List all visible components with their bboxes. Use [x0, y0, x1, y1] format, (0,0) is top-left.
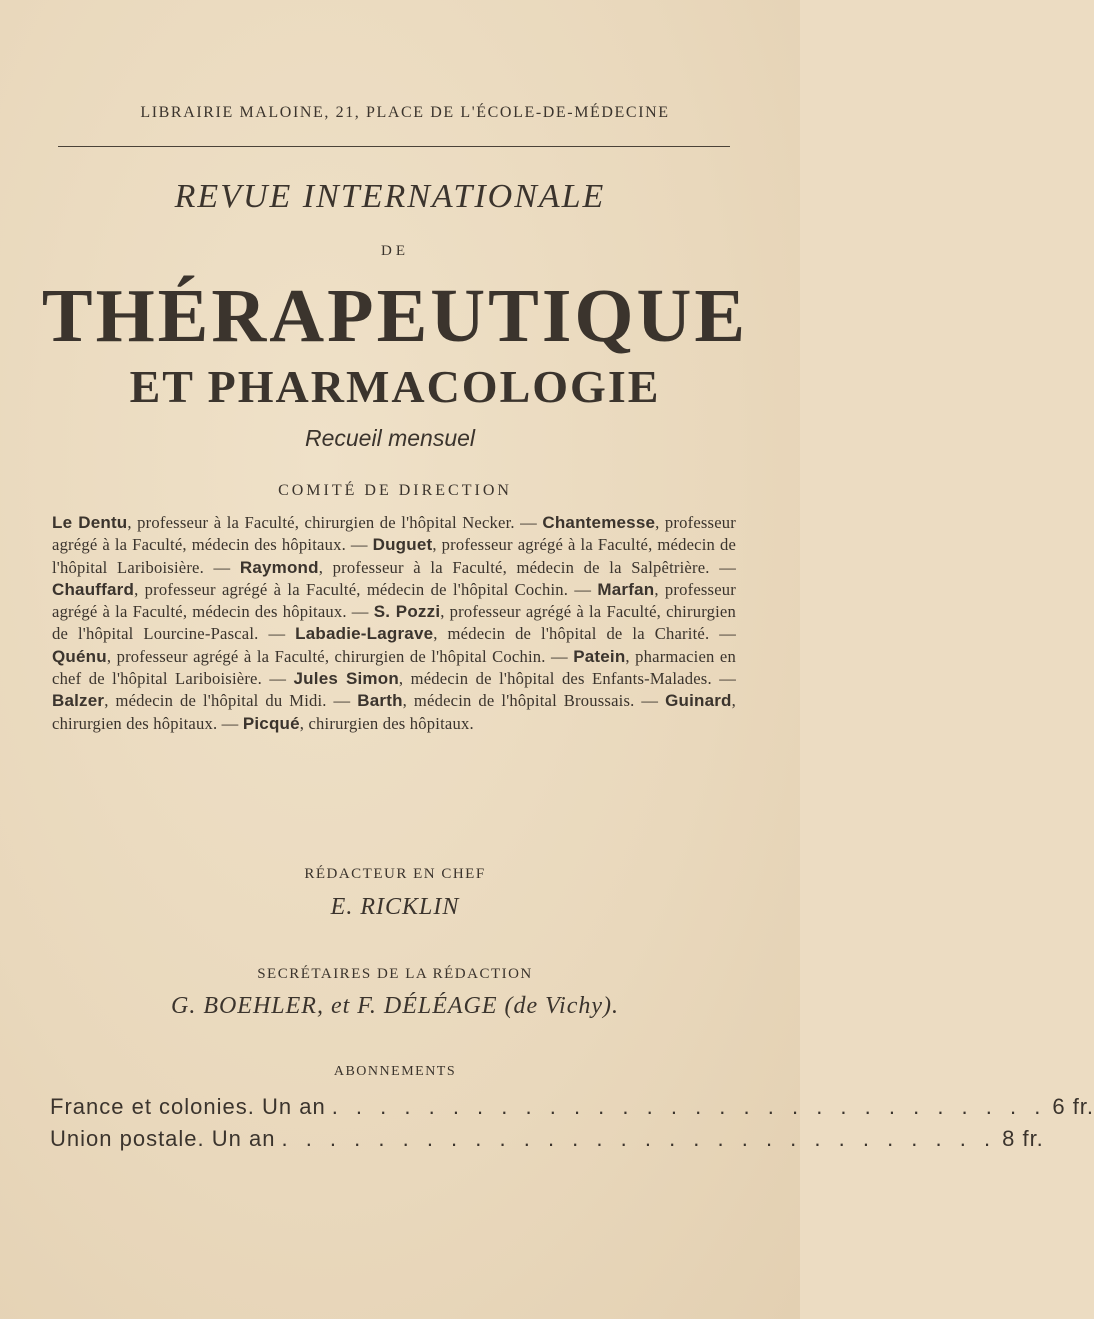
committee-member-desc: , professeur agrégé à la Faculté, médecin de l'hôpital Lariboisière. — [52, 535, 737, 577]
leader-dots: . . . . . . . . . . . . . . . . . . . . . . . . . . . . . . [331, 1094, 1047, 1119]
secretaries-names: G. BOEHLER, et F. DÉLÉAGE (de Vichy). [170, 993, 619, 1019]
committee-member-name: Balzer [52, 691, 105, 711]
committee-member-desc: , pharmacien en chef de l'hôpital Lariboisière. — [52, 646, 736, 689]
editor-name: E. RICKLIN [330, 894, 460, 920]
subscription-label: Union postale. Un an [50, 1126, 276, 1151]
committee-text [52, 512, 736, 735]
committee-member-name: Barth [357, 691, 403, 711]
title-revue: REVUE INTERNATIONALE [174, 178, 606, 215]
committee-member-name: S. Pozzi [373, 602, 441, 622]
editor-heading: RÉDACTEUR EN CHEF [304, 866, 486, 882]
committee-member-name: Le Dentu [52, 513, 128, 532]
title-de: DE [381, 243, 409, 259]
committee-member-desc: , professeur agrégé à la Faculté, médecin des hôpitaux. — [52, 513, 737, 555]
committee-member-desc: , professeur à la Faculté, médecin de la Salpêtrière. — [318, 557, 736, 577]
subtitle: Recueil mensuel [304, 425, 476, 451]
committee-member-name: Picqué [242, 713, 300, 733]
publisher-line: LIBRAIRIE MALOINE, 21, PLACE DE L'ÉCOLE-DE-MÉDECINE [140, 104, 670, 121]
committee-member-name: Quénu [52, 646, 107, 666]
committee-member-name: Patein [573, 646, 626, 666]
committee-member-name: Guinard [665, 691, 732, 711]
title-pharmacologie: ET PHARMACOLOGIE [129, 361, 661, 412]
committee-member-desc: , professeur agrégé à la Faculté, médecin de l'hôpital Cochin. — [134, 579, 598, 599]
committee-member-desc: , médecin de l'hôpital des Enfants-Malades. — [398, 669, 736, 689]
committee-member-desc: , médecin de l'hôpital du Midi. — [104, 691, 358, 711]
committee-heading: COMITÉ DE DIRECTION [278, 482, 512, 499]
subscription-price: 8 fr. [1002, 1126, 1044, 1151]
subscription-label: France et colonies. Un an [50, 1094, 326, 1119]
header-rule [58, 146, 730, 147]
committee-member-name: Labadie-Lagrave [295, 624, 434, 644]
committee-member-name: Chantemesse [542, 513, 656, 532]
committee-member-desc: , professeur à la Faculté, chirurgien de l'hôpital Necker. — [127, 513, 543, 532]
committee-member-desc: , médecin de l'hôpital Broussais. — [402, 691, 666, 711]
committee-member-desc: , médecin de l'hôpital de la Charité. — [433, 624, 737, 644]
committee-member-desc: , professeur agrégé à la Faculté, médecin des hôpitaux. — [52, 579, 736, 622]
subscription-row [50, 1124, 1044, 1154]
committee-member-desc: , chirurgien des hôpitaux. [299, 713, 474, 733]
committee-member-name: Marfan [597, 579, 655, 599]
leader-dots: . . . . . . . . . . . . . . . . . . . . . . . . . . . . . . [281, 1126, 997, 1151]
subscription-price: 6 fr. [1052, 1094, 1094, 1119]
committee-member-desc: , professeur agrégé à la Faculté, chirurgien de l'hôpital Cochin. — [106, 646, 574, 666]
committee-member-name: Raymond [239, 557, 319, 577]
subscription-row [50, 1092, 1094, 1122]
secretaries-heading: SECRÉTAIRES DE LA RÉDACTION [257, 966, 533, 982]
committee-member-desc: , chirurgien des hôpitaux. — [52, 691, 736, 733]
committee-member-name: Jules Simon [293, 669, 399, 689]
committee-member-name: Duguet [372, 535, 433, 555]
subscriptions-heading: ABONNEMENTS [333, 1064, 457, 1079]
title-therapeutique: THÉRAPEUTIQUE [41, 274, 749, 358]
committee-member-name: Chauffard [52, 579, 135, 599]
committee-member-desc: , professeur agrégé à la Faculté, chirurgien de l'hôpital Lourcine-Pascal. — [52, 602, 736, 644]
